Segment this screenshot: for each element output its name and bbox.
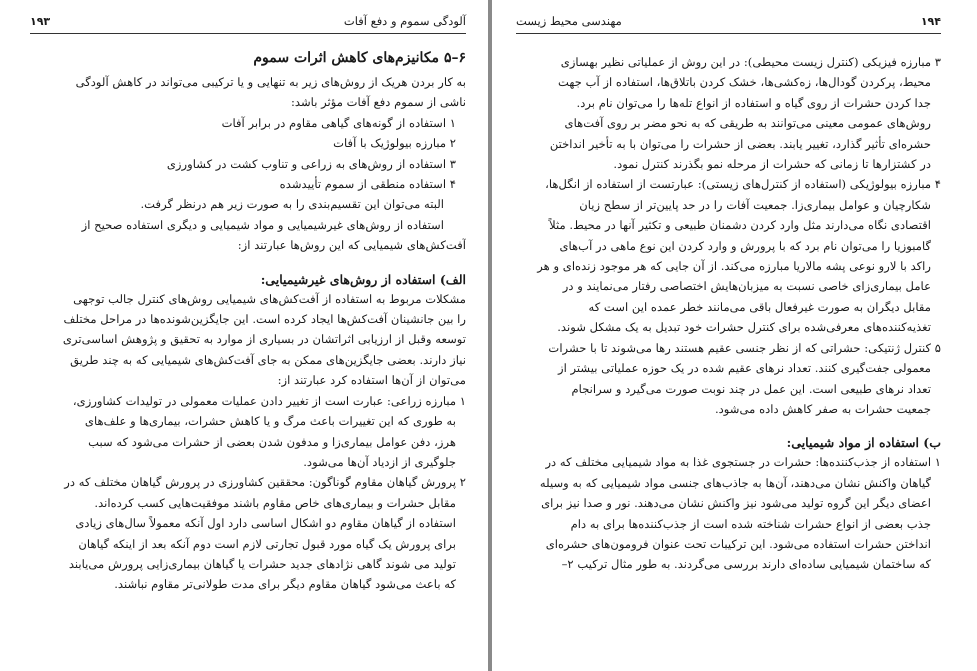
subsection-title: ب) استفاده از مواد شیمیایی: bbox=[786, 435, 941, 451]
note-paragraph bbox=[30, 194, 466, 255]
text-line: ۱ مبارزه زراعی: عبارت است از تغییر دادن عملیات معمولی در تولیدات کشاورزی، bbox=[72, 393, 466, 408]
text-line: معمولی جفت‌گیری کنند. تعداد نرهای عقیم شده در یک حوزه عملیاتی بیشتر از bbox=[558, 361, 931, 376]
text-line: ۳ مبارزه فیزیکی (کنترل زیست محیطی): در این روش از عملیاتی نظیر بهسازی bbox=[560, 55, 941, 69]
numbered-item-3 bbox=[516, 52, 941, 174]
text-line: برای پرورش یک گیاه مورد قبول تجارتی لازم است دوم آنکه بعد از اینکه گیاهان bbox=[78, 536, 456, 551]
text-line: گیاهان واکنش نشان می‌دهند، آن‌ها به جاذب‌های جنسی مواد شیمیایی که به وسیله bbox=[539, 475, 931, 490]
text-line: مقابل دیگران به صورت غیرفعال باقی می‌مانند خطر عمده این است که bbox=[588, 299, 931, 314]
text-line: شکارچیان و عوامل بیماری‌زا. جمعیت آفات را در حد پایین‌تر از سطح زیان bbox=[579, 197, 931, 212]
text-line: اقتصادی نگاه می‌دارند مثل وارد کردن دشمنان طبیعی و تکثیر آنها در محیط. مثلاً bbox=[549, 218, 931, 233]
text-line: انداختن حشرات استفاده می‌شود. این ترکیبات تحت عنوان فرومون‌های حشره‌ای bbox=[545, 536, 931, 551]
text-line: مقابل حشرات و بیماری‌های خاص مقاوم باشند موفقیت‌هایی کسب کرده‌اند. bbox=[94, 495, 456, 510]
text-line: ۵ کنترل ژنتیکی: حشراتی که از نظر جنسی عقیم هستند رها می‌شوند تا با حشرات bbox=[548, 340, 941, 355]
text-line: به طوری که این تغییرات باعث مرگ و یا کاهش حشرات، بیماری‌ها و علف‌های bbox=[84, 414, 456, 429]
text-line: را بین جانشینان آفت‌کش‌ها ایجاد کرده است. این جایگزین‌شونده‌ها در مراحل مختلف bbox=[63, 312, 466, 327]
page-number: ۱۹۳ bbox=[30, 15, 51, 28]
text-line: نیاز دارند. بعضی جایگزین‌های ممکن به جای آفت‌کش‌های شیمیایی که به چند طریق bbox=[70, 352, 466, 367]
numbered-item-4 bbox=[516, 174, 941, 337]
text-line: ۲ پرورش گیاهان مقاوم گوناگون: محققین کشاورزی در پرورش گیاهان مختلف که در bbox=[64, 475, 466, 490]
body-paragraph bbox=[30, 289, 466, 391]
text-line: استفاده از روش‌های غیرشیمیایی و مواد شیمیایی و دیگری استفاده صحیح از bbox=[81, 217, 444, 232]
list-item: ۱ استفاده از گونه‌های گیاهی مقاوم در برابر آفات bbox=[221, 115, 456, 130]
page-number: ۱۹۴ bbox=[920, 15, 941, 28]
numbered-item-1 bbox=[30, 391, 466, 473]
text-line: تغذیه‌کننده‌های معرفی‌شده برای کنترل حشرات خود تبدیل به یک مشکل شوند. bbox=[557, 320, 931, 335]
running-title: آلودگی سموم و دفع آفات bbox=[343, 14, 466, 28]
text-line: البته می‌توان این تقسیم‌بندی را به صورت زیر هم درنظر گرفت. bbox=[140, 197, 444, 212]
text-line: در کشتزارها تا زمانی که حشرات از مرحله نمو بگذرند کنترل نمود. bbox=[613, 157, 931, 172]
list-item: ۲ مبارزه بیولوژیک با آفات bbox=[333, 136, 456, 151]
text-line: راکد با لارو نوعی پشه مالاریا مبارزه می‌کند. از آن جایی که هر موجود زنده‌ای و هر bbox=[537, 259, 931, 274]
numbered-item-5 bbox=[516, 338, 941, 420]
left-page bbox=[0, 0, 488, 671]
text-line: تولید می شوند گاهی نژادهای جدید حشرات یا گیاهان بیماری‌زایی پرورش می‌یابند bbox=[68, 556, 456, 571]
section-title: ۶–۵ مکانیزم‌های کاهش اثرات سموم bbox=[253, 50, 466, 66]
text-line: ناشی از سموم دفع آفات مؤثر باشد: bbox=[290, 95, 466, 110]
numbered-item-2 bbox=[30, 472, 466, 594]
list-item: ۳ استفاده از روش‌های به زراعی و تناوب کشت در کشاورزی bbox=[166, 156, 456, 171]
text-line: هرز، دفن عوامل بیماری‌زا و مدفون شدن بعضی از حشرات می‌شود که سبب bbox=[88, 434, 456, 449]
text-line: جذب بعضی از انواع حشرات شناخته شده است از جذب‌کننده‌ها برای به دام bbox=[570, 516, 931, 531]
text-line: محیط، پرکردن گودال‌ها، زه‌کشی‌ها، خشک کردن باتلاق‌ها، استفاده از آب جهت bbox=[558, 75, 931, 90]
text-line: اعضای دیگر این گروه تولید می‌شود نیز واکنش نشان می‌دهند. نور و صدا نیز برای bbox=[541, 496, 931, 511]
text-line: توسعه وقبل از ارزیابی اثراتشان در بسیاری از موارد به تحقیق و پژوهش اساسی‌تری bbox=[62, 332, 466, 347]
text-line: حشره‌ای تأثیر گذارد، تغییر یابند. بعضی از حشرات را می‌توان با به تأخیر انداختن bbox=[549, 136, 931, 151]
text-line: عامل بیماری‌زای خاصی نسبت به میزبان‌هایش اختصاصی رفتار می‌نمایند و در bbox=[562, 279, 931, 294]
text-line: استفاده از گیاهان مقاوم دو اشکال اساسی دارد اول آنکه معمولاً سال‌های زیادی bbox=[75, 516, 456, 531]
running-title: مهندسی محیط زیست bbox=[516, 14, 622, 28]
text-line: جمعیت حشرات به صفر کاهش داده می‌شود. bbox=[714, 401, 931, 416]
text-line: تعداد نرهای طبیعی است. این عمل در چند نوبت صورت می‌گیرد و سرانجام bbox=[571, 381, 931, 396]
text-line: جدا کردن حشرات از روی گیاه و استفاده از انواع تله‌ها را می‌توان نام برد. bbox=[576, 95, 931, 110]
text-line: می‌توان از آن‌ها استفاده کرد عبارتند از: bbox=[277, 373, 466, 388]
text-line: که باعث می‌شود گیاهان مقاوم دیگر برای مدت طولانی‌تر مقاوم نباشند. bbox=[114, 577, 456, 592]
text-line: گامبوزیا را می‌توان نام برد که با پرورش و وارد کردن این نوع ماهی در آب‌های bbox=[559, 238, 931, 253]
text-line: ۱ استفاده از جذب‌کننده‌ها: حشرات در جستجوی غذا به مواد شیمیایی مختلف که در bbox=[545, 455, 941, 470]
text-line: روش‌های عمومی معینی می‌توانند به طریقی که به نحو مضر بر روی آفت‌های bbox=[564, 116, 931, 131]
text-line: جلوگیری از ازدیاد آن‌ها می‌شود. bbox=[303, 454, 456, 469]
method-list bbox=[30, 113, 466, 195]
list-item: ۴ استفاده منطقی از سموم تأییدشده bbox=[279, 177, 456, 192]
chemical-item-1 bbox=[516, 452, 941, 574]
intro-paragraph bbox=[30, 72, 466, 113]
right-page-header bbox=[516, 14, 941, 34]
right-page bbox=[492, 0, 977, 671]
text-line: به کار بردن هریک از روش‌های زیر به تنهایی و یا ترکیبی می‌تواند در کاهش آلودگی bbox=[75, 75, 466, 89]
text-line: که ساختمان شیمیایی ساده‌ای دارند بررسی می‌گردند. به طور مثال ترکیب ۲– bbox=[561, 557, 931, 572]
text-line: مشکلات مربوط به استفاده از آفت‌کش‌های شیمیایی روش‌های کنترل جالب توجهی bbox=[73, 291, 466, 306]
left-page-header bbox=[30, 14, 466, 34]
text-line: آفت‌کش‌های شیمیایی که این روش‌ها عبارتند از: bbox=[237, 238, 466, 253]
text-line: ۴ مبارزه بیولوژیکی (استفاده از کنترل‌های زیستی): عبارتست از استفاده از انگل‌ها، bbox=[545, 177, 941, 192]
subsection-title: الف) استفاده از روش‌های غیرشیمیایی: bbox=[260, 271, 466, 287]
